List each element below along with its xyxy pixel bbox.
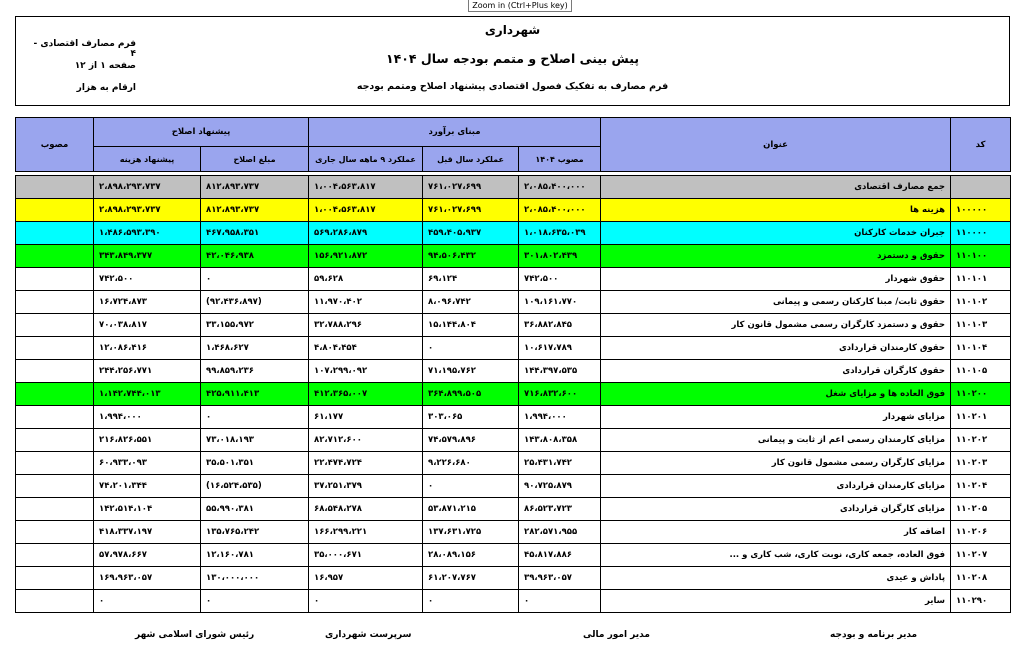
cell-nine-month: ۱۵۶،۹۲۱،۸۷۲: [309, 245, 423, 268]
table-row: [16, 544, 1011, 567]
cell-approved: [16, 176, 94, 199]
col-group-basis: مبنای برآورد: [309, 118, 601, 147]
cell-approved: [16, 360, 94, 383]
cell-code: ۱۱۰۲۹۰: [951, 590, 1011, 613]
cell-nine-month: ۳۵،۰۰۰،۶۷۱: [309, 544, 423, 567]
table-row: [16, 337, 1011, 360]
cell-proposed-cost: ۳۴۳،۸۴۹،۳۷۷: [94, 245, 201, 268]
cell-last-year: ۰: [423, 475, 519, 498]
cell-code: ۱۱۰۱۰۰: [951, 245, 1011, 268]
cell-last-year: ۹۴،۵۰۶،۴۳۲: [423, 245, 519, 268]
cell-approved-1404: ۱۰۹،۱۶۱،۷۷۰: [519, 291, 601, 314]
units-label: ارقام به هزار: [76, 83, 136, 93]
cell-approved-1404: ۳۰۱،۸۰۲،۴۳۹: [519, 245, 601, 268]
cell-approved-1404: ۸۶،۵۲۳،۷۲۳: [519, 498, 601, 521]
cell-last-year: ۷۶۱،۰۲۷،۶۹۹: [423, 199, 519, 222]
cell-nine-month: ۲۲،۴۷۴،۷۲۴: [309, 452, 423, 475]
sig-mayor: سرپرست شهرداری: [325, 630, 412, 640]
cell-proposed-cost: ۱۲،۰۸۶،۴۱۶: [94, 337, 201, 360]
cell-amendment: ۷۳،۰۱۸،۱۹۳: [201, 429, 309, 452]
col-amendment: مبلغ اصلاح: [201, 147, 309, 172]
cell-approved: [16, 452, 94, 475]
cell-amendment: ۴۲۵،۹۱۱،۴۱۳: [201, 383, 309, 406]
cell-proposed-cost: ۷۴۲،۵۰۰: [94, 268, 201, 291]
cell-last-year: ۳۰۳،۰۶۵: [423, 406, 519, 429]
cell-last-year: ۱۵،۱۴۴،۸۰۴: [423, 314, 519, 337]
cell-title: حقوق کارگران قراردادی: [601, 360, 951, 383]
cell-amendment: ۰: [201, 406, 309, 429]
cell-approved: [16, 291, 94, 314]
cell-approved-1404: ۲،۰۸۵،۴۰۰،۰۰۰: [519, 176, 601, 199]
cell-code: ۱۱۰۱۰۵: [951, 360, 1011, 383]
cell-amendment: (۱۶،۵۲۴،۵۳۵): [201, 475, 309, 498]
cell-last-year: ۶۱،۲۰۷،۷۶۷: [423, 567, 519, 590]
cell-title: حقوق و دستمزد: [601, 245, 951, 268]
cell-amendment: ۳۵،۵۰۱،۳۵۱: [201, 452, 309, 475]
cell-last-year: ۵۳،۸۷۱،۲۱۵: [423, 498, 519, 521]
cell-title: اضافه کار: [601, 521, 951, 544]
cell-nine-month: ۵۶۹،۲۸۶،۸۷۹: [309, 222, 423, 245]
report-subtitle: پیش بینی اصلاح و متمم بودجه سال ۱۴۰۴: [385, 51, 640, 66]
sig-council: رئیس شورای اسلامی شهر: [135, 630, 255, 640]
cell-approved-1404: ۳۶،۸۸۲،۸۴۵: [519, 314, 601, 337]
cell-nine-month: ۵۹،۶۲۸: [309, 268, 423, 291]
cell-last-year: ۶۹،۱۲۴: [423, 268, 519, 291]
cell-code: [951, 176, 1011, 199]
cell-proposed-cost: ۰: [94, 590, 201, 613]
cell-amendment: ۱۳۰،۰۰۰،۰۰۰: [201, 567, 309, 590]
cell-proposed-cost: ۱،۱۴۲،۷۴۴،۰۱۳: [94, 383, 201, 406]
cell-last-year: ۹،۲۲۶،۶۸۰: [423, 452, 519, 475]
cell-nine-month: ۴۱۲،۳۶۵،۰۰۷: [309, 383, 423, 406]
cell-amendment: ۱۳۵،۷۶۵،۲۴۲: [201, 521, 309, 544]
cell-approved-1404: ۷۴۲،۵۰۰: [519, 268, 601, 291]
col-approved: مصوب: [16, 118, 94, 172]
table-row: [16, 222, 1011, 245]
cell-last-year: ۷۶۱،۰۲۷،۶۹۹: [423, 176, 519, 199]
table-row: [16, 475, 1011, 498]
cell-proposed-cost: ۷۴،۲۰۱،۳۴۴: [94, 475, 201, 498]
cell-approved-1404: ۷۱۶،۸۳۲،۶۰۰: [519, 383, 601, 406]
table-row: [16, 268, 1011, 291]
table-row: [16, 176, 1011, 199]
cell-proposed-cost: ۱۶،۷۲۴،۸۷۳: [94, 291, 201, 314]
cell-approved: [16, 521, 94, 544]
budget-table: [15, 117, 1010, 613]
cell-title: حقوق ثابت/ مبنا کارکنان رسمی و پیمانی: [601, 291, 951, 314]
table-row: [16, 199, 1011, 222]
cell-code: ۱۱۰۱۰۱: [951, 268, 1011, 291]
cell-title: حقوق شهردار: [601, 268, 951, 291]
cell-amendment: ۱۲،۱۶۰،۷۸۱: [201, 544, 309, 567]
cell-title: هزینه ها: [601, 199, 951, 222]
col-group-proposal: پیشنهاد اصلاح: [94, 118, 309, 147]
cell-last-year: ۳۶۴،۸۹۹،۵۰۵: [423, 383, 519, 406]
cell-approved: [16, 314, 94, 337]
cell-approved: [16, 222, 94, 245]
cell-title: سایر: [601, 590, 951, 613]
cell-code: ۱۱۰۲۰۷: [951, 544, 1011, 567]
cell-last-year: ۱۳۷،۶۳۱،۷۲۵: [423, 521, 519, 544]
cell-title: مزایای کارگران رسمی مشمول قانون کار: [601, 452, 951, 475]
cell-amendment: ۳۳،۱۵۵،۹۷۲: [201, 314, 309, 337]
cell-nine-month: ۱،۰۰۴،۵۶۳،۸۱۷: [309, 199, 423, 222]
cell-approved: [16, 429, 94, 452]
cell-approved: [16, 245, 94, 268]
cell-amendment: ۴۲،۰۴۶،۹۳۸: [201, 245, 309, 268]
report-description: فرم مصارف به تفکیک فصول اقتصادی پیشنهاد اصلاح ومتمم بودجه: [356, 81, 669, 92]
cell-nine-month: ۱۱،۹۷۰،۴۰۲: [309, 291, 423, 314]
cell-title: مزایای شهردار: [601, 406, 951, 429]
cell-approved-1404: ۰: [519, 590, 601, 613]
cell-proposed-cost: ۱۴۲،۵۱۴،۱۰۴: [94, 498, 201, 521]
table-row: [16, 429, 1011, 452]
table-row: [16, 314, 1011, 337]
cell-proposed-cost: ۵۷،۹۷۸،۶۶۷: [94, 544, 201, 567]
cell-approved-1404: ۲۵،۴۳۱،۷۴۲: [519, 452, 601, 475]
table-row: [16, 291, 1011, 314]
cell-amendment: ۱،۴۶۸،۶۲۷: [201, 337, 309, 360]
cell-last-year: ۷۱،۱۹۵،۷۶۲: [423, 360, 519, 383]
cell-last-year: ۸،۰۹۶،۷۴۲: [423, 291, 519, 314]
table-row: [16, 406, 1011, 429]
cell-approved-1404: ۱۴۴،۳۹۷،۵۳۵: [519, 360, 601, 383]
cell-proposed-cost: ۲۴۴،۲۵۶،۷۷۱: [94, 360, 201, 383]
cell-nine-month: ۱،۰۰۴،۵۶۳،۸۱۷: [309, 176, 423, 199]
cell-amendment: ۸۱۲،۸۹۳،۷۳۷: [201, 176, 309, 199]
cell-approved: [16, 590, 94, 613]
cell-nine-month: ۶۸،۵۴۸،۲۷۸: [309, 498, 423, 521]
report-title: شهرداری: [484, 23, 541, 37]
cell-nine-month: ۴،۸۰۴،۴۵۴: [309, 337, 423, 360]
cell-code: ۱۰۰۰۰۰: [951, 199, 1011, 222]
cell-proposed-cost: ۱،۹۹۴،۰۰۰: [94, 406, 201, 429]
cell-last-year: ۰: [423, 590, 519, 613]
sig-planning: مدیر برنامه و بودجه: [830, 630, 918, 640]
cell-approved: [16, 567, 94, 590]
cell-nine-month: ۸۲،۷۱۲،۶۰۰: [309, 429, 423, 452]
cell-approved-1404: ۲،۰۸۵،۴۰۰،۰۰۰: [519, 199, 601, 222]
cell-approved-1404: ۹۰،۷۲۵،۸۷۹: [519, 475, 601, 498]
cell-approved: [16, 199, 94, 222]
cell-code: ۱۱۰۲۰۱: [951, 406, 1011, 429]
cell-code: ۱۱۰۲۰۴: [951, 475, 1011, 498]
table-row: [16, 452, 1011, 475]
zoom-tooltip: Zoom in (Ctrl+Plus key): [468, 0, 572, 12]
cell-nine-month: ۳۲،۷۸۸،۲۹۶: [309, 314, 423, 337]
cell-amendment: ۸۱۲،۸۹۳،۷۳۷: [201, 199, 309, 222]
page-indicator: صفحه ۱ از ۱۲: [74, 61, 136, 71]
cell-approved: [16, 383, 94, 406]
sig-finance: مدیر امور مالی: [583, 630, 650, 640]
cell-title: فوق العاده ها و مزایای شغل: [601, 383, 951, 406]
cell-nine-month: ۱۶۶،۲۹۹،۲۲۱: [309, 521, 423, 544]
cell-title: جمع مصارف اقتصادی: [601, 176, 951, 199]
col-code: کد: [951, 118, 1011, 172]
cell-last-year: ۴۵۹،۴۰۵،۹۳۷: [423, 222, 519, 245]
cell-nine-month: ۰: [309, 590, 423, 613]
cell-proposed-cost: ۴۱۸،۳۳۷،۱۹۷: [94, 521, 201, 544]
cell-title: مزایای کارگران قراردادی: [601, 498, 951, 521]
cell-amendment: ۰: [201, 268, 309, 291]
cell-proposed-cost: ۲،۸۹۸،۲۹۳،۷۳۷: [94, 176, 201, 199]
cell-proposed-cost: ۲،۸۹۸،۲۹۳،۷۳۷: [94, 199, 201, 222]
cell-last-year: ۷۴،۵۷۹،۸۹۶: [423, 429, 519, 452]
cell-title: جبران خدمات کارکنان: [601, 222, 951, 245]
cell-approved-1404: ۳۹،۹۶۳،۰۵۷: [519, 567, 601, 590]
cell-title: پاداش و عیدی: [601, 567, 951, 590]
table-row: [16, 498, 1011, 521]
col-proposed-cost: پیشنهاد هزینه: [94, 147, 201, 172]
cell-title: مزایای کارمندان رسمی اعم از ثابت و پیمانی: [601, 429, 951, 452]
cell-approved: [16, 475, 94, 498]
table-row: [16, 383, 1011, 406]
cell-approved: [16, 406, 94, 429]
col-nine-month: عملکرد ۹ ماهه سال جاری: [309, 147, 423, 172]
col-last-year: عملکرد سال قبل: [423, 147, 519, 172]
cell-code: ۱۱۰۲۰۲: [951, 429, 1011, 452]
cell-approved-1404: ۱،۹۹۴،۰۰۰: [519, 406, 601, 429]
cell-proposed-cost: ۱،۴۸۶،۵۹۳،۳۹۰: [94, 222, 201, 245]
report-header: [15, 16, 1010, 106]
cell-nine-month: ۶۱،۱۷۷: [309, 406, 423, 429]
cell-last-year: ۲۸،۰۸۹،۱۵۶: [423, 544, 519, 567]
table-row: [16, 360, 1011, 383]
cell-approved-1404: ۲۸۲،۵۷۱،۹۵۵: [519, 521, 601, 544]
cell-approved-1404: ۴۵،۸۱۷،۸۸۶: [519, 544, 601, 567]
cell-code: ۱۱۰۲۰۸: [951, 567, 1011, 590]
cell-code: ۱۱۰۲۰۳: [951, 452, 1011, 475]
cell-last-year: ۰: [423, 337, 519, 360]
cell-approved: [16, 544, 94, 567]
cell-code: ۱۱۰۱۰۲: [951, 291, 1011, 314]
cell-title: حقوق و دستمزد کارگران رسمی مشمول قانون کار: [601, 314, 951, 337]
cell-approved: [16, 337, 94, 360]
table-row: [16, 245, 1011, 268]
table-row: [16, 590, 1011, 613]
cell-title: فوق العاده، جمعه کاری، نوبت کاری، شب کاری و ...: [601, 544, 951, 567]
cell-code: ۱۱۰۱۰۳: [951, 314, 1011, 337]
cell-code: ۱۱۰۲۰۵: [951, 498, 1011, 521]
col-approved-1404: مصوب ۱۴۰۴: [519, 147, 601, 172]
cell-proposed-cost: ۱۶۹،۹۶۳،۰۵۷: [94, 567, 201, 590]
signature-footer: [0, 630, 1024, 650]
cell-amendment: (۹۲،۴۳۶،۸۹۷): [201, 291, 309, 314]
cell-nine-month: ۳۷،۲۵۱،۳۷۹: [309, 475, 423, 498]
cell-nine-month: ۱۰۷،۲۹۹،۰۹۲: [309, 360, 423, 383]
cell-amendment: ۹۹،۸۵۹،۲۳۶: [201, 360, 309, 383]
cell-amendment: ۴۶۷،۹۵۸،۳۵۱: [201, 222, 309, 245]
cell-amendment: ۵۵،۹۹۰،۳۸۱: [201, 498, 309, 521]
table-row: [16, 521, 1011, 544]
table-row: [16, 567, 1011, 590]
cell-proposed-cost: ۲۱۶،۸۲۶،۵۵۱: [94, 429, 201, 452]
cell-title: مزایای کارمندان قراردادی: [601, 475, 951, 498]
cell-approved-1404: ۱،۰۱۸،۶۳۵،۰۳۹: [519, 222, 601, 245]
cell-code: ۱۱۰۲۰۰: [951, 383, 1011, 406]
cell-code: ۱۱۰۲۰۶: [951, 521, 1011, 544]
form-name: فرم مصارف اقتصادی - ۴: [33, 39, 136, 59]
cell-proposed-cost: ۷۰،۰۳۸،۸۱۷: [94, 314, 201, 337]
cell-nine-month: ۱۶،۹۵۷: [309, 567, 423, 590]
cell-amendment: ۰: [201, 590, 309, 613]
cell-approved-1404: ۱۴۳،۸۰۸،۳۵۸: [519, 429, 601, 452]
cell-approved-1404: ۱۰،۶۱۷،۷۸۹: [519, 337, 601, 360]
col-title: عنوان: [601, 118, 951, 172]
cell-code: ۱۱۰۱۰۴: [951, 337, 1011, 360]
cell-approved: [16, 268, 94, 291]
cell-proposed-cost: ۶۰،۹۳۳،۰۹۳: [94, 452, 201, 475]
cell-code: ۱۱۰۰۰۰: [951, 222, 1011, 245]
cell-title: حقوق کارمندان قراردادی: [601, 337, 951, 360]
cell-approved: [16, 498, 94, 521]
